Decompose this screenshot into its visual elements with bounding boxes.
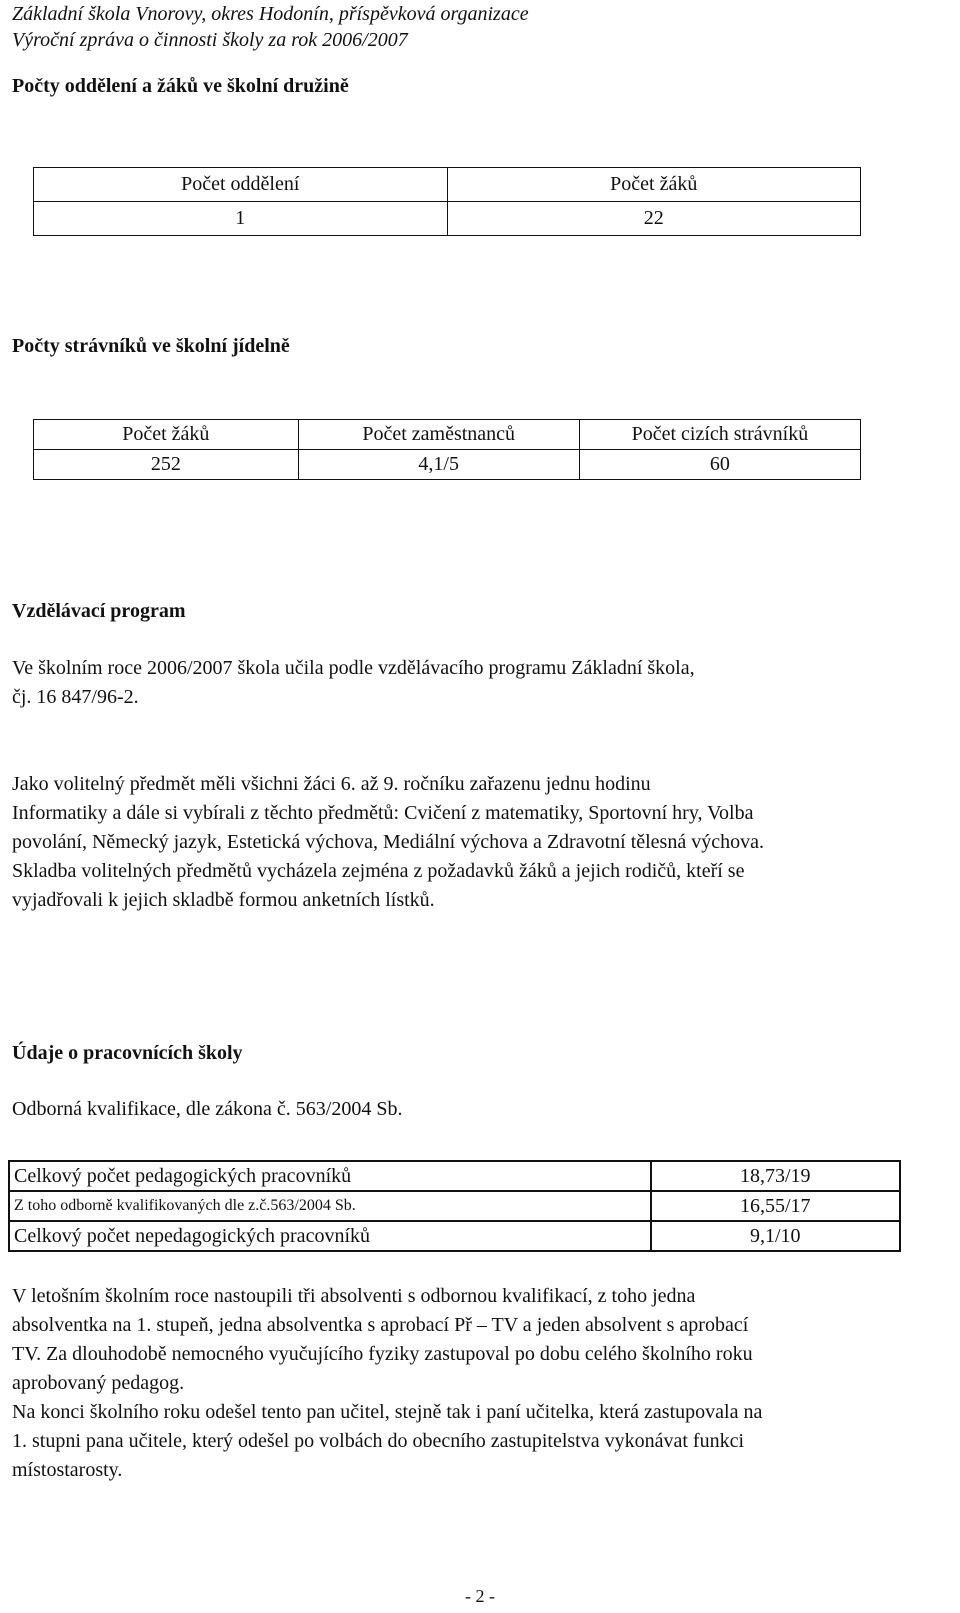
table-cell-value: 16,55/17 [651,1191,900,1221]
table-jidelna [33,419,861,480]
heading-pracovnici: Údaje o pracovnících školy [12,1042,243,1064]
table-pracovnici [8,1160,901,1252]
table-cell: 4,1/5 [298,450,579,480]
document-header-report: Výroční zpráva o činnosti školy za rok 2006/2007 [12,29,408,51]
paragraph-line: Skladba volitelných předmětů vycházela zejména z požadavků žáků a jejich rodičů, kteří se [12,860,745,882]
paragraph-line: TV. Za dlouhodobě nemocného vyučujícího fyziky zastupoval po dobu celého školního roku [12,1343,753,1365]
table-header-cell: Počet žáků [34,420,299,450]
table-cell: 60 [579,450,860,480]
paragraph-line: Na konci školního roku odešel tento pan učitel, stejně tak i paní učitelka, která zastupovala na [12,1401,763,1423]
heading-druzina: Počty oddělení a žáků ve školní družině [12,75,349,97]
table-header-cell: Počet zaměstnanců [298,420,579,450]
paragraph-line: absolventka na 1. stupeň, jedna absolventka s aprobací Př – TV a jeden absolvent s aprobací [12,1314,749,1336]
paragraph-line: čj. 16 847/96-2. [12,686,139,708]
document-header-school: Základní škola Vnorovy, okres Hodonín, příspěvková organizace [12,3,529,25]
paragraph-line: povolání, Německý jazyk, Estetická výchova, Mediální výchova a Zdravotní tělesná výchova. [12,831,764,853]
paragraph-line: vyjadřovali k jejich skladbě formou anketních lístků. [12,889,435,911]
table-cell-label: Celkový počet pedagogických pracovníků [9,1161,651,1191]
paragraph-line: V letošním školním roce nastoupili tři absolventi s odbornou kvalifikací, z toho jedna [12,1285,696,1307]
paragraph-line: Jako volitelný předmět měli všichni žáci 6. až 9. ročníku zařazenu jednu hodinu [12,773,651,795]
table-cell: 1 [34,202,448,236]
heading-program: Vzdělávací program [12,600,186,622]
table-druzina [33,167,861,236]
table-cell-value: 9,1/10 [651,1221,900,1251]
subtitle-kvalifikace: Odborná kvalifikace, dle zákona č. 563/2004 Sb. [12,1098,403,1120]
heading-jidelna: Počty strávníků ve školní jídelně [12,335,290,357]
page-number: - 2 - [465,1586,495,1606]
paragraph-line: 1. stupni pana učitele, který odešel po volbách do obecního zastupitelstva vykonávat funkci [12,1430,745,1452]
paragraph-line: Ve školním roce 2006/2007 škola učila podle vzdělávacího programu Základní škola, [12,657,695,679]
table-header-cell: Počet cizích strávníků [579,420,860,450]
table-cell: 22 [447,202,861,236]
table-cell-label: Celkový počet nepedagogických pracovníků [9,1221,651,1251]
table-cell: 252 [34,450,299,480]
table-cell-value: 18,73/19 [651,1161,900,1191]
table-header-cell: Počet žáků [447,168,861,202]
table-cell-label: Z toho odborně kvalifikovaných dle z.č.563/2004 Sb. [9,1191,651,1221]
paragraph-line: místostarosty. [12,1459,123,1481]
paragraph-line: aprobovaný pedagog. [12,1372,185,1394]
paragraph-line: Informatiky a dále si vybírali z těchto předmětů: Cvičení z matematiky, Sportovní hry, Volba [12,802,754,824]
table-header-cell: Počet oddělení [34,168,448,202]
